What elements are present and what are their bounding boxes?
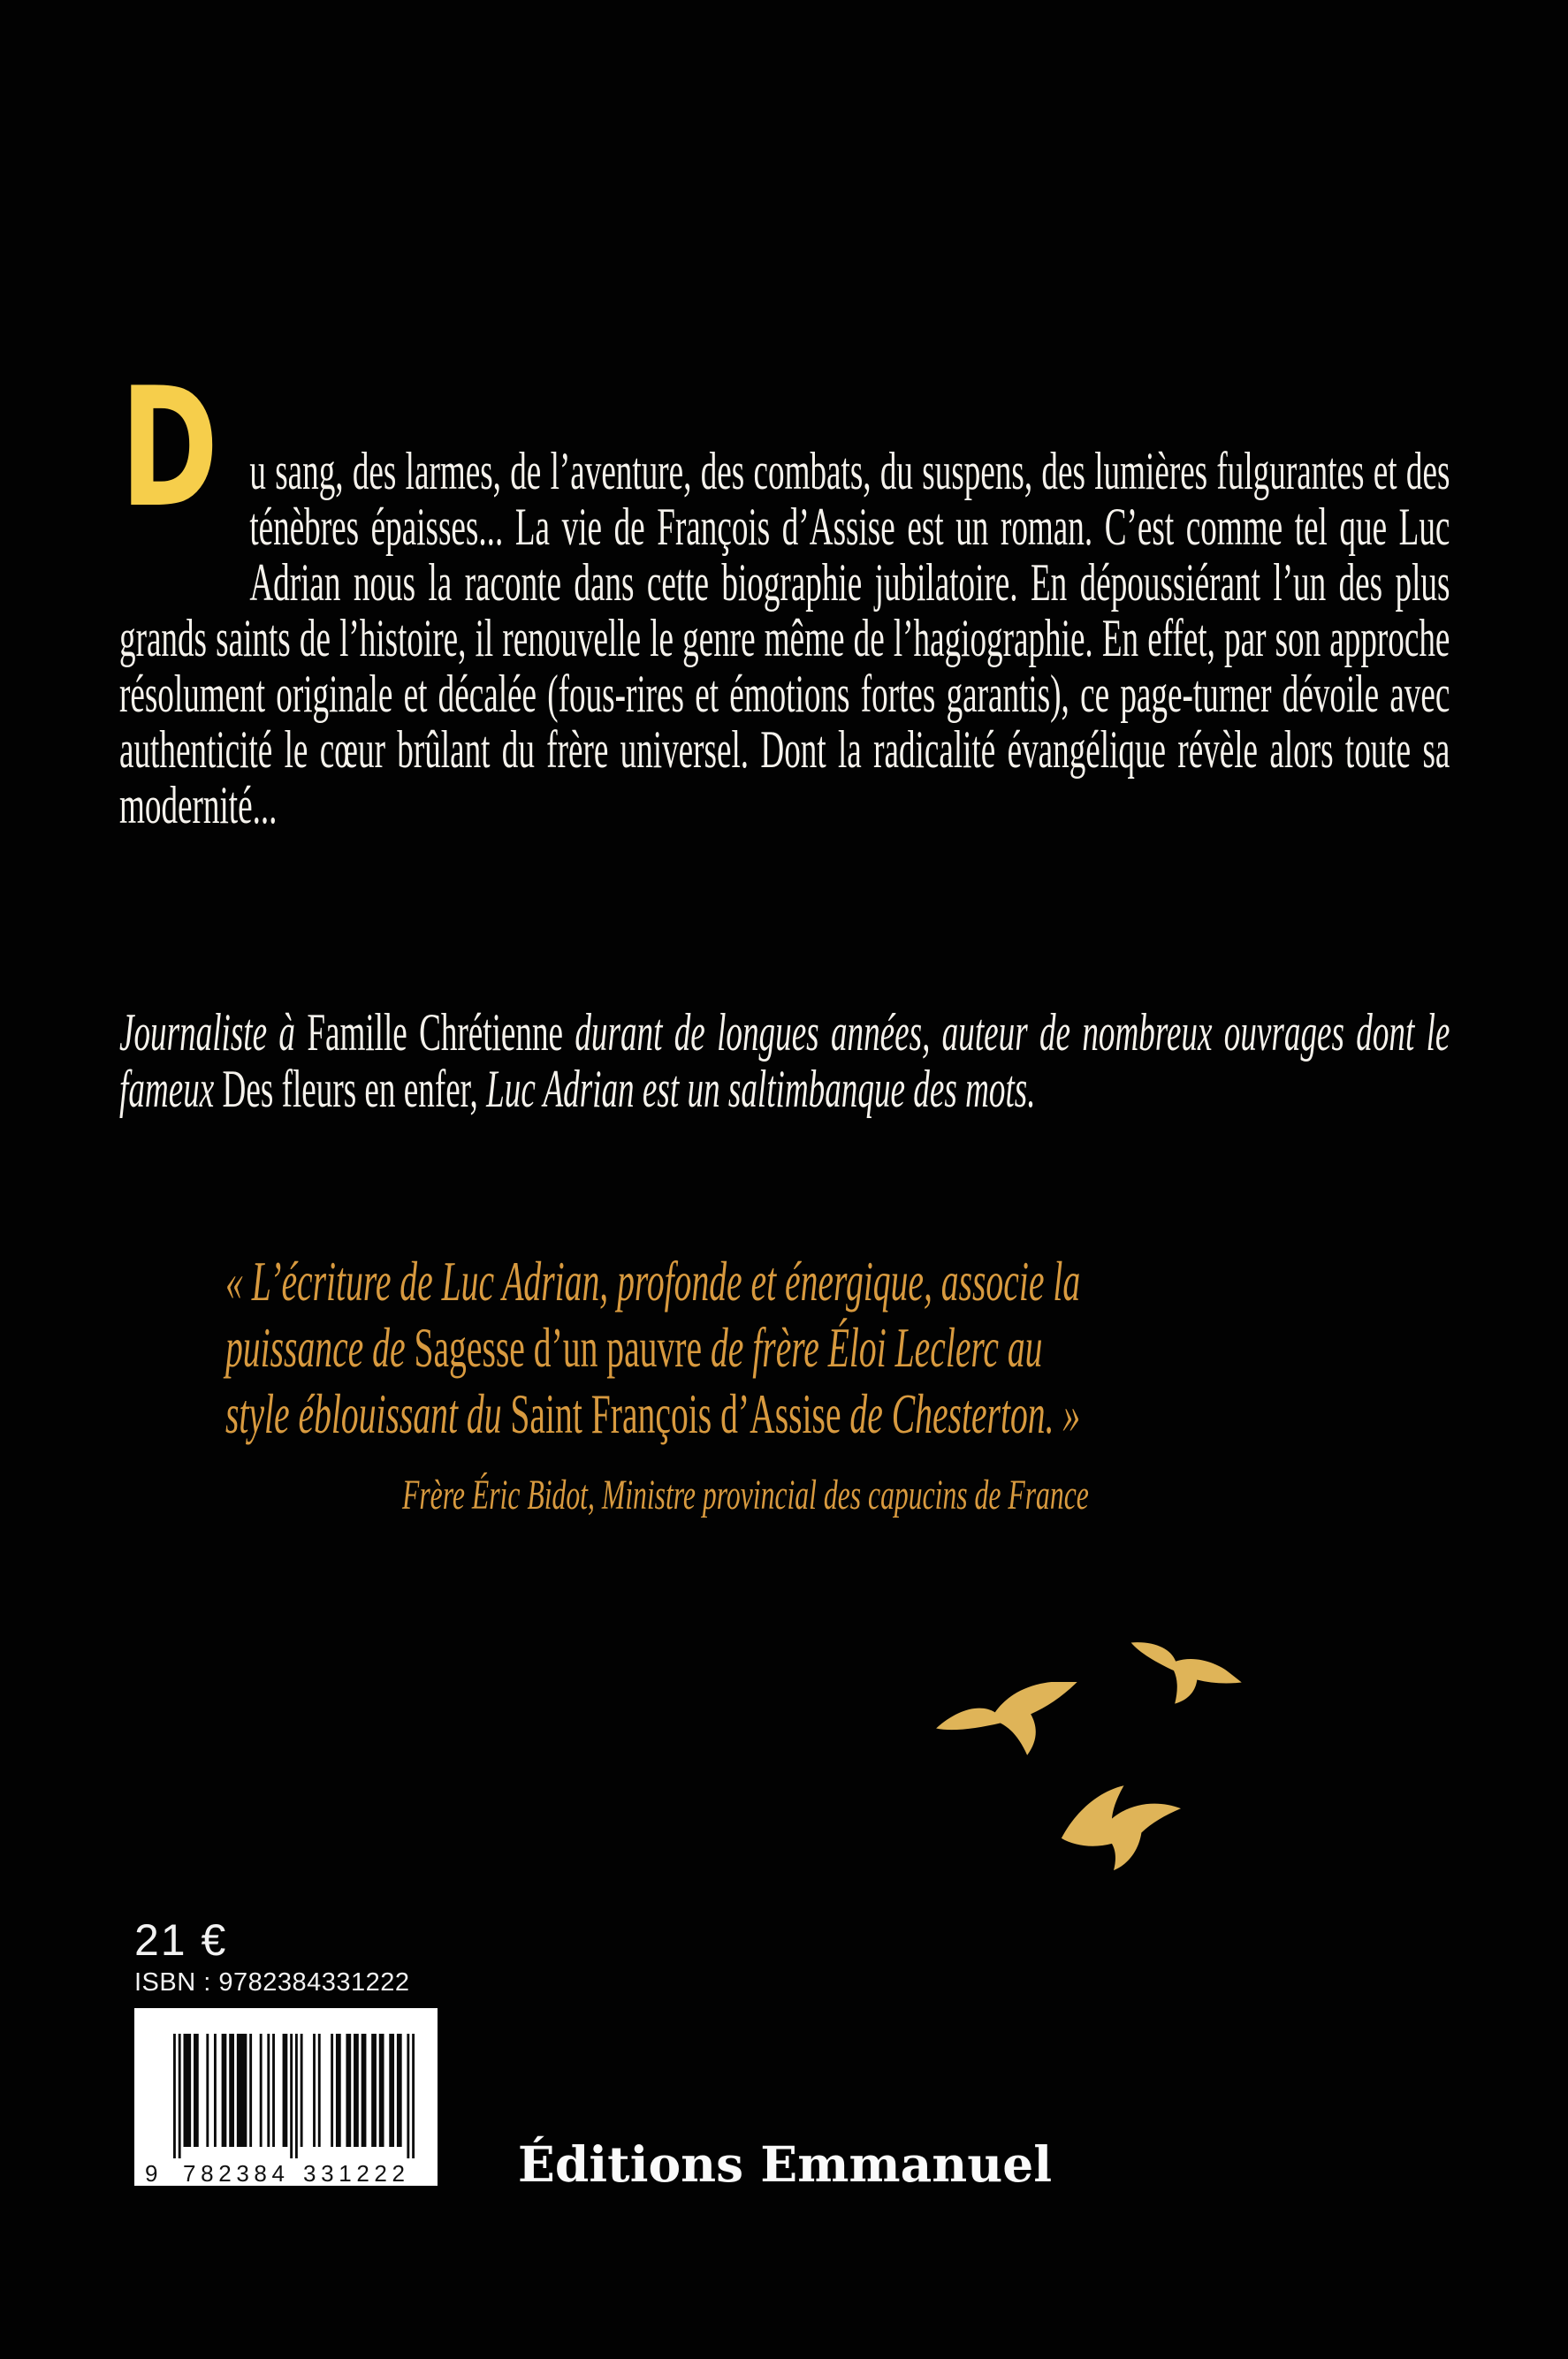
author-note-paragraph <box>119 1004 1450 1117</box>
drop-cap-letter: D <box>120 352 219 544</box>
quote-line <box>225 1381 1342 1447</box>
text-segment: Saint François d’Assise <box>510 1382 841 1445</box>
bird-icon-bottom <box>1048 1773 1207 1886</box>
text-segment: style éblouissant du <box>225 1382 511 1445</box>
barcode-bars <box>173 2034 415 2158</box>
text-segment: Sagesse d’un pauvre <box>414 1316 703 1379</box>
synopsis-text: u sang, des larmes, de l’aventure, des combats, du suspens, des lumières fulgurantes et des ténèbres épaisses... La vie de François d’Assise est un roman. C’est comme tel que Luc Adrian nous la raconte dans cette biographie jubilatoire. En dépoussiérant l’un des plus grands saints de l’histoire, il renouvelle le genre même de l’hagiographie. En effet, par son approche résolument originale et décalée (fous-rires et émotions fortes garantis), ce page-turner dévoile avec authenticité le cœur brûlant du frère universel. Dont la radicalité évangélique révèle alors toute sa modernité... <box>119 442 1450 834</box>
review-quote <box>225 1248 1342 1447</box>
text-segment: durant de longues années, auteur de nombreux ouvrages dont le fameux <box>119 1003 1450 1118</box>
text-segment: de frère Éloi Leclerc au <box>702 1316 1043 1379</box>
quote-line <box>225 1248 1342 1314</box>
barcode-image <box>134 2008 438 2186</box>
text-segment: Famille Chrétienne <box>307 1003 564 1062</box>
bird-icon-left <box>932 1682 1102 1771</box>
barcode-digit-first: 9 <box>145 2160 158 2186</box>
quote-line <box>225 1314 1342 1381</box>
publisher-name: Éditions Emmanuel <box>517 2135 1053 2193</box>
synopsis-paragraph <box>119 444 1450 833</box>
bird-icon-right <box>1107 1612 1257 1751</box>
text-segment: Luc Adrian est un saltimbanque des mots. <box>477 1060 1036 1118</box>
price-label: 21 € <box>134 1915 228 1965</box>
text-segment: « L’écriture de Luc Adrian, profonde et énergique, associe la <box>225 1250 1081 1313</box>
drop-cap-spacer <box>119 444 249 557</box>
text-segment: puissance de <box>225 1316 415 1379</box>
isbn-label: ISBN : 9782384331222 <box>134 1968 410 1997</box>
text-segment: de Chesterton. » <box>841 1382 1081 1445</box>
barcode-digits-right: 331222 <box>303 2160 405 2186</box>
quote-attribution: Frère Éric Bidot, Ministre provincial des capucins de France <box>402 1472 1089 1518</box>
barcode-digits-left: 782384 <box>183 2160 285 2186</box>
text-segment: Des fleurs en enfer, <box>222 1060 478 1118</box>
text-segment: Journaliste à <box>119 1003 308 1062</box>
